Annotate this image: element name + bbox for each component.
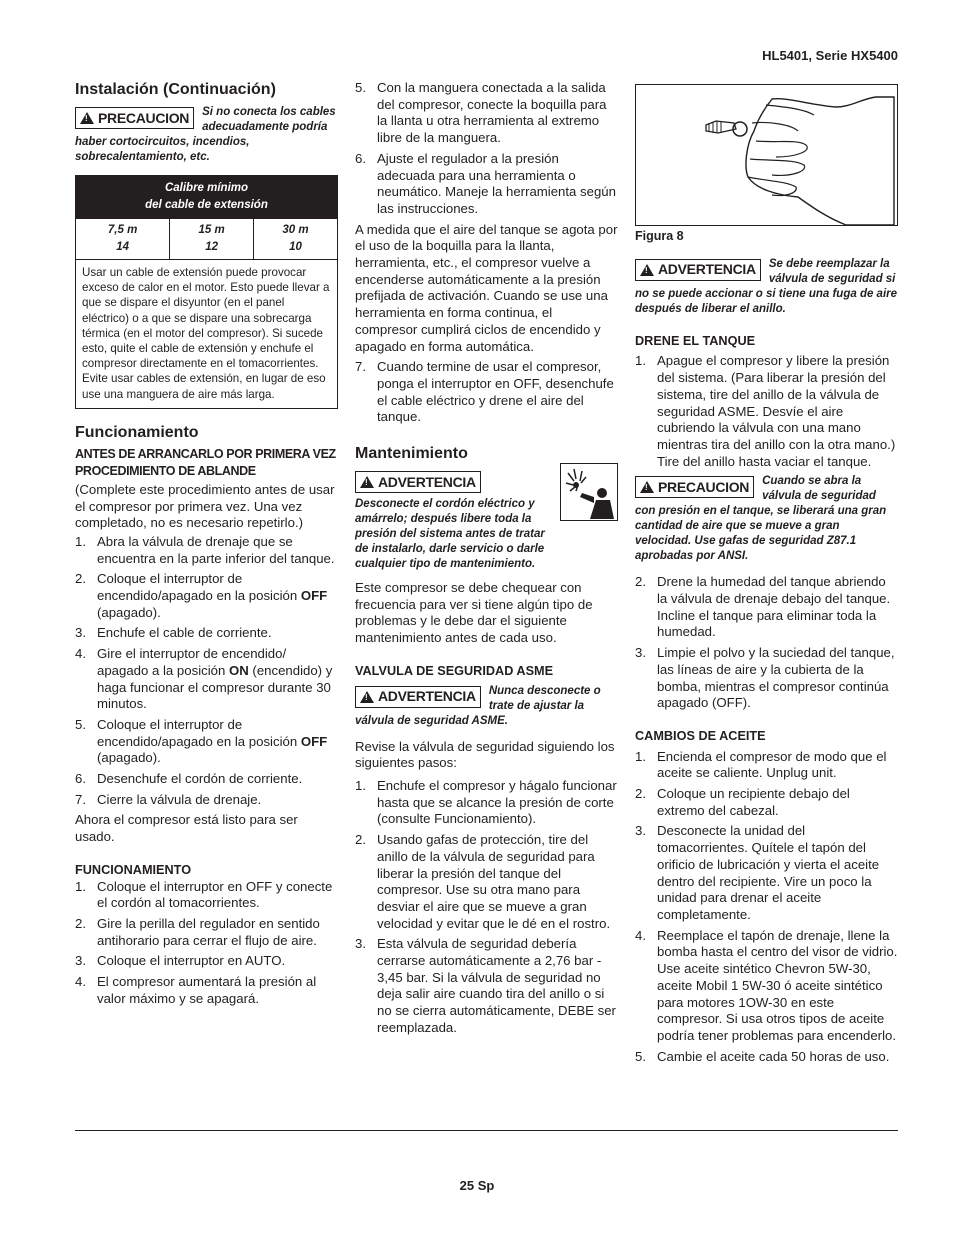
warning-triangle-icon: ! [640,481,654,493]
drain-subtitle: DRENE EL TANQUE [635,333,756,348]
funcionamiento-subtitle: FUNCIONAMIENTO [75,862,192,877]
valve-intro: Revise la válvula de seguridad siguiendo los siguientes pasos: [355,738,615,771]
column-installation [75,80,338,1012]
table-header: Calibre mínimo del cable de extensión [76,176,338,219]
list-item: 2. Coloque el interruptor de encendido/apagado en la posición OFF (apagado). [75,571,328,620]
warning-triangle-icon: ! [360,691,374,703]
column-drain [635,80,898,1069]
list-item: 7. Cuando termine de usar el compresor, ponga el interruptor en OFF, desenchufe el cable eléctrico y drene el aire del tanque. [355,359,614,425]
table-row [76,219,338,260]
list-item: 6. Ajuste el regulador a la presión adecuada para una herramienta o neumático. Maneje la herramienta según las instrucciones. [355,150,616,216]
advertencia-badge: ! ADVERTENCIA [355,471,481,493]
list-item: 3. Limpie el polvo y la suciedad del tanque, las líneas de aire y la cubierta de la bomba, mientras el compresor continúa apagado (OFF). [635,645,895,711]
drain-steps-a [635,353,898,470]
list-item: 4. El compresor aumentará la presión al valor máximo y se apagará. [75,974,317,1006]
list-item: 5. Coloque el interruptor de encendido/apagado en la posición OFF (apagado). [75,716,328,766]
warning-triangle-icon: ! [640,264,654,276]
list-item: 5. Con la manguera conectada a la salida del compresor, conecte la boquilla para la llanta u otra herramienta al extremo libre de la manguera. [355,80,607,146]
column-maintenance [355,80,618,1041]
tank-paragraph: A medida que el aire del tanque se agota por el uso de la boquilla para la llanta, herramienta, etc., el compresor vuelve a encenderse automáticamente a la presión prefijada de activación. Cuando se use una herramienta en forma continua, el compresor cumplirá ciclos de encendido y apagado en forma automática. [355,221,618,354]
table-note: Usar un cable de extensión puede provocar exceso de calor en el motor. Esto puede llevar a que se dispare el disyuntor (en el panel eléctrico) o a que se dispare una sobrecarga térmica (en el motor del compresor). Si sucede esto, quite el cable de extensión y enchufe el compresor directamente en el tomacorrientes. Evite usar cables de extensión, en lugar de eso use una manguera de aire más larga. [76,260,338,409]
ready-text: Ahora el compresor está listo para ser usado. [75,812,298,845]
list-item: 2. Coloque un recipiente debajo del extremo del cabezal. [635,786,850,818]
advertencia-valve-text: Nunca desconecte o trate de ajustar la válvula de seguridad ASME. [355,684,601,727]
extension-cable-table [75,175,338,409]
valve-steps [355,778,618,1037]
list-item: 5. Cambie el aceite cada 50 horas de uso. [635,1048,890,1064]
precaucion-badge: ! PRECAUCION [75,107,194,129]
page-number: 25 Sp [459,1178,495,1193]
figure-8 [635,84,898,226]
list-item: 3. Esta válvula de seguridad debería cerrarse automáticamente a 2,76 bar - 3,45 bar. Si la válvula de seguridad no deja salir aire cuando tira del anillo o si no se cierra automáticamente, DEBE ser reemplazada. [355,936,616,1035]
footer-rule [75,1130,898,1131]
table-cell: 30 m 10 [254,219,338,260]
oil-steps [635,749,898,1066]
funcionamiento-steps [75,879,338,1008]
list-item: 2. Usando gafas de protección, tire del anillo de la válvula de seguridad para liberar la presión del tanque del compresor. Use su otra mano para desviar el aire que se mueve a gran velocidad y evitar que le dé en el rostro. [355,832,611,931]
advertencia-figure [635,257,898,317]
page-header: HL5401, Serie HX5400 [762,48,898,63]
section-title-mantenimiento: Mantenimiento [355,445,468,463]
electric-shock-icon [560,463,618,521]
table-cell: 7,5 m 14 [76,219,170,260]
advertencia-figure-text: Se debe reemplazar la válvula de seguridad si no se puede accionar o si tiene una fuga de aire después de liberar el anillo. [635,257,898,315]
list-item: 4. Gire el interruptor de encendido/ apagado a la posición ON (encendido) y haga funcionar el compresor durante 30 minutos. [75,646,333,712]
list-item: 3. Enchufe el cable de corriente. [75,625,272,641]
precaucion-drain [635,474,898,564]
list-item: 2. Gire la perilla del regulador en sentido antihorario para cerrar el flujo de aire. [75,916,320,948]
section-title-installation: Instalación (Continuación) [75,81,276,98]
break-in-title: ANTES DE ARRANCARLO POR PRIMERA VEZ PROCEDIMIENTO DE ABLANDE [75,446,336,478]
list-item: 1. Encienda el compresor de modo que el aceite se caliente. Unplug unit. [635,748,887,781]
steps-continued [355,80,618,218]
precaucion-badge: ! PRECAUCION [635,476,754,498]
warning-triangle-icon: ! [80,112,94,124]
advertencia-badge: ! ADVERTENCIA [635,259,761,281]
list-item: 1. Abra la válvula de drenaje que se encuentra en la parte inferior del tanque. [75,533,335,566]
hand-pulling-ring-illustration [636,85,897,225]
precaucion-drain-text: Cuando se abra la válvula de seguridad con presión en el tanque, se liberará una gran cantidad de aire que se mueve a gran velocidad. Use gafas de seguridad Z87.1 aprobadas por ANSI. [635,475,887,563]
drain-steps-b [635,574,898,712]
mantenimiento-paragraph: Este compresor se debe chequear con frecuencia para ver si tiene algún tipo de problemas y le debe dar el siguiente mantenimiento antes de cada uso. [355,580,593,646]
list-item: 4. Reemplace el tapón de drenaje, llene la bomba hasta el centro del visor de vidrio. Use aceite sintético Chevron 5W-30, aceite Mobil 1 5W-30 ó aceite sintético para motores 1OW-30 en este compresor. Si usa otros tipos de aceite podría tener problemas para encenderlo. [635,927,898,1043]
figure-label: Figura 8 [635,229,684,243]
advertencia-badge: ! ADVERTENCIA [355,686,481,708]
list-item: 6. Desenchufe el cordón de corriente. [75,771,303,787]
warning-triangle-icon: ! [360,476,374,488]
section-title-funcionamiento: Funcionamiento [75,423,199,441]
list-item: 7. Cierre la válvula de drenaje. [75,791,262,807]
list-item: 1. Apague el compresor y libere la presión del sistema. (Para liberar la presión del sistema, tire del anillo de la válvula de seguridad ASME. Desvíe el aire cubriendo la válvula con una mano mientras tira del anillo con la otra mano.) Tire del anillo hasta vaciar el tanque. [635,353,896,469]
list-item: 1. Enchufe el compresor y hágalo funcionar hasta que se alcance la presión de corte (consulte Funcionamiento). [355,777,617,827]
advertencia-text: Desconecte el cordón eléctrico y amárrelo; después libere toda la presión del sistema antes de tratar de instalarlo, darle servicio o darle cualquier tipo de mantenimiento. [355,498,545,571]
break-in-steps [75,534,338,809]
table-cell: 15 m 12 [170,219,254,260]
list-item: 3. Desconecte la unidad del tomacorrientes. Quítele el tapón del orificio de lubricación y vierta el aceite dentro del recipiente. Vire un poco la unidad para drenar el aceite completamente. [635,823,880,922]
break-in-intro: (Complete este procedimiento antes de usar el compresor por primera vez. Una vez completado, no es necesario repetirlo.) [75,481,335,531]
list-item: 3. Coloque el interruptor en AUTO. [75,953,286,969]
valve-subtitle: VALVULA DE SEGURIDAD ASME [355,663,554,678]
oil-subtitle: CAMBIOS DE ACEITE [635,728,766,743]
advertencia-valve [355,684,618,729]
precaucion-text: Si no conecta los cables adecuadamente podría haber cortocircuitos, incendios, sobrecalentamiento, etc. [75,106,336,163]
step-seven [355,359,618,426]
list-item: 1. Coloque el interruptor en OFF y conecte el cordón al tomacorrientes. [75,878,333,911]
list-item: 2. Drene la humedad del tanque abriendo la válvula de drenaje debajo del tanque. Incline el tanque para eliminar toda la humedad. [635,574,891,640]
precaucion-cables [75,105,338,165]
